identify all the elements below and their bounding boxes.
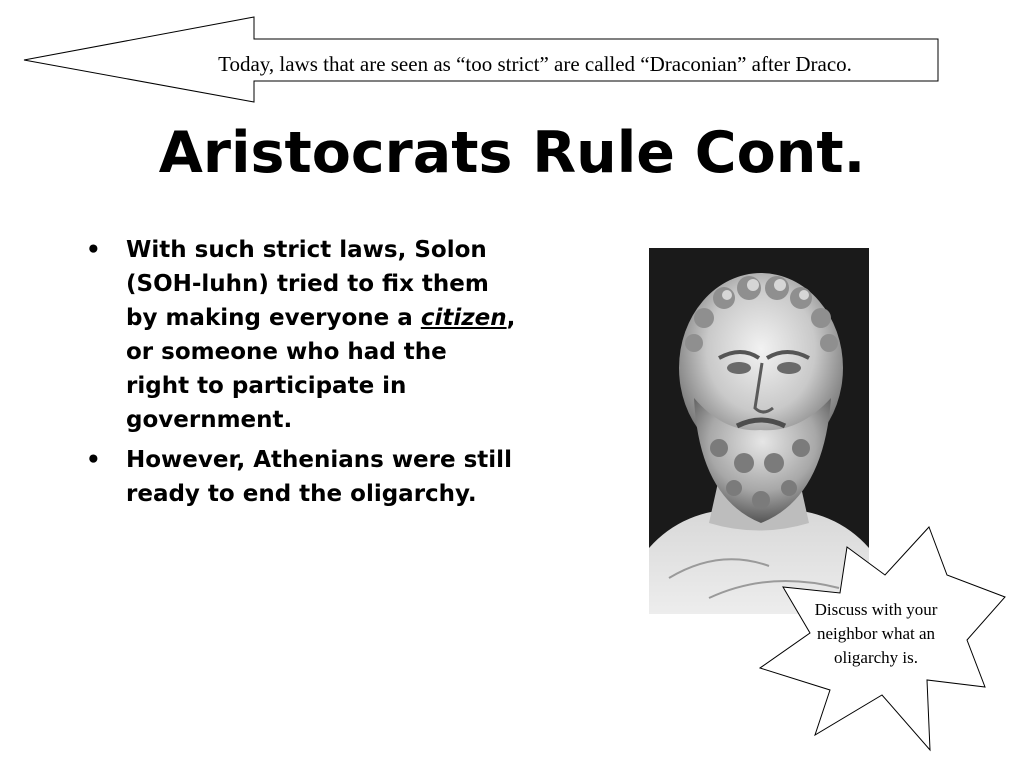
bullet-text: However, Athenians were still ready to end the oligarchy. — [126, 447, 512, 507]
bullet-list — [86, 233, 516, 517]
discussion-prompt: Discuss with your neighbor what an oligarchy is. — [814, 600, 938, 667]
callout-text: Today, laws that are seen as “too strict” are called “Draconian” after Draco. — [218, 52, 852, 76]
bullet-text-part: With such strict laws, Solon (SOH-luhn) tried to fix them by making everyone a — [126, 237, 489, 331]
bullet-marker: • — [86, 237, 101, 263]
slide-title: Aristocrats Rule Cont. — [158, 120, 866, 186]
bullet-item — [86, 233, 516, 437]
citizen-term: citizen — [420, 305, 507, 331]
bullet-marker: • — [86, 447, 101, 473]
bullet-text-part: , or someone who had the right to participate in government. — [126, 305, 516, 433]
bullet-item — [86, 443, 516, 511]
